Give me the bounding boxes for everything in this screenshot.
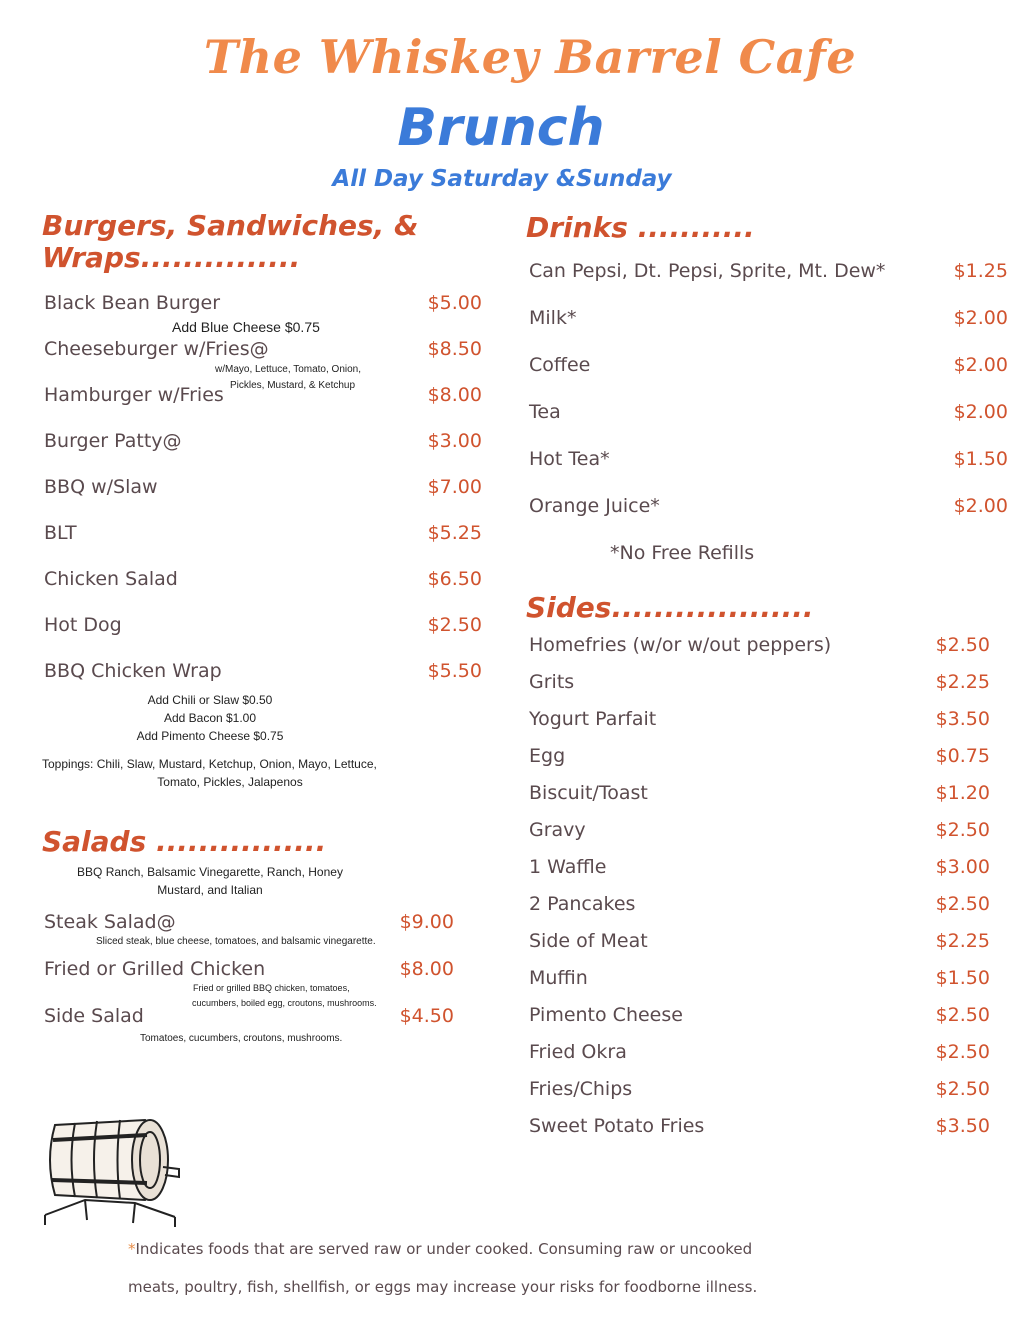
footer-line1-text: Indicates foods that are served raw or under cooked. Consuming raw or uncooked [135,1240,753,1258]
menu-item-name: Orange Juice* [529,495,660,517]
menu-item-name: BLT [44,522,77,544]
menu-item-price: $8.00 [399,958,454,980]
menu-item-name: Gravy [529,819,586,841]
menu-item-name: Sweet Potato Fries [529,1115,705,1137]
sides-heading [526,592,814,624]
menu-item-name: 2 Pancakes [529,893,636,915]
menu-item-price: $2.00 [953,495,1008,517]
menu-item-name: BBQ Chicken Wrap [44,660,222,682]
menu-subtitle: All Day Saturday &Sunday [332,166,672,192]
dressings-line2: Mustard, and Italian [157,883,263,897]
salads-heading-dots: ................ [156,825,327,858]
menu-item-price: $2.50 [935,819,990,841]
addon-chili-slaw: Add Chili or Slaw $0.50 [147,693,273,707]
menu-item-price: $2.50 [935,634,990,656]
menu-item-price: $1.50 [953,448,1008,470]
salad-note: Sliced steak, blue cheese, tomatoes, and balsamic vinegarette. [96,936,376,947]
drinks-heading [526,212,755,244]
menu-item-name: BBQ w/Slaw [44,476,158,498]
salad-note: cucumbers, boiled egg, croutons, mushrooms. [192,998,377,1008]
menu-item-name: Side Salad [44,1005,144,1027]
footer-star: * [128,1240,136,1258]
menu-item-name: Can Pepsi, Dt. Pepsi, Sprite, Mt. Dew* [529,260,886,282]
menu-item-price: $5.50 [427,660,482,682]
addon-pimento-cheese: Add Pimento Cheese $0.75 [136,729,284,743]
menu-item-name: Burger Patty@ [44,430,182,452]
menu-item-price: $8.00 [427,384,482,406]
menu-item-price: $3.50 [935,708,990,730]
toppings-line2: Tomato, Pickles, Jalapenos [157,775,303,789]
menu-item-price: $2.00 [953,401,1008,423]
menu-item-price: $2.25 [935,671,990,693]
menu-item-price: $1.50 [935,967,990,989]
drinks-heading-dots: ........... [637,211,755,244]
cafe-title: The Whiskey Barrel Cafe [203,30,857,84]
menu-item-price: $1.25 [953,260,1008,282]
menu-item-price: $7.00 [427,476,482,498]
menu-item-name: Egg [529,745,566,767]
menu-item-name: Chicken Salad [44,568,178,590]
salads-heading [42,826,326,858]
menu-item-name: Fried or Grilled Chicken [44,958,266,980]
menu-item-price: $4.50 [399,1005,454,1027]
addon-bacon: Add Bacon $1.00 [163,711,257,725]
footer-disclaimer-line1 [128,1240,752,1258]
menu-item-price: $3.00 [935,856,990,878]
menu-item-name: Muffin [529,967,588,989]
menu-item-price: $6.50 [427,568,482,590]
menu-item-name: Fries/Chips [529,1078,633,1100]
menu-item-price: $9.00 [399,911,454,933]
menu-item-name: Pimento Cheese [529,1004,683,1026]
menu-item-name: Cheeseburger w/Fries@ [44,338,269,360]
hamburger-note-line1: w/Mayo, Lettuce, Tomato, Onion, [215,364,362,375]
menu-item-price: $8.50 [427,338,482,360]
footer-disclaimer-line2: meats, poultry, fish, shellfish, or eggs may increase your risks for foodborne illness. [128,1278,758,1296]
dressings-line1: BBQ Ranch, Balsamic Vinegarette, Ranch, Honey [77,865,343,879]
menu-item-price: $2.50 [935,1041,990,1063]
menu-item-price: $2.00 [953,354,1008,376]
menu-item-name: Black Bean Burger [44,292,221,314]
hamburger-note-line2: Pickles, Mustard, & Ketchup [230,380,356,391]
burgers-heading [42,210,418,274]
salad-note: Tomatoes, cucumbers, croutons, mushrooms. [140,1033,343,1044]
menu-item-name: 1 Waffle [529,856,607,878]
menu-item-name: Fried Okra [529,1041,627,1063]
sides-heading-dots: ................... [611,591,814,624]
menu-item-price: $1.20 [935,782,990,804]
menu-item-price: $2.50 [935,893,990,915]
menu-item-price: $2.00 [953,307,1008,329]
menu-item-name: Side of Meat [529,930,648,952]
menu-item-name: Hamburger w/Fries [44,384,224,406]
barrel-icon [25,1095,195,1235]
menu-item-name: Yogurt Parfait [529,708,657,730]
menu-item-name: Hot Dog [44,614,122,636]
menu-item-price: $2.25 [935,930,990,952]
menu-item-price: $5.00 [427,292,482,314]
menu-name: Brunch [397,98,605,158]
menu-item-name: Tea [529,401,561,423]
menu-item-price: $2.50 [935,1004,990,1026]
menu-item-name: Steak Salad@ [44,911,176,933]
menu-item-price: $3.00 [427,430,482,452]
salad-note: Fried or grilled BBQ chicken, tomatoes, [193,983,350,993]
blue-cheese-note: Add Blue Cheese $0.75 [172,319,320,335]
burgers-heading-line1: Burgers, Sandwiches, & [42,209,419,242]
menu-item-name: Biscuit/Toast [529,782,648,804]
drinks-heading-text: Drinks [526,211,628,244]
refill-note: *No Free Refills [610,542,755,564]
sides-heading-text: Sides [526,591,612,624]
burgers-heading-dots: ............... [140,241,301,274]
menu-item-price: $2.50 [935,1078,990,1100]
menu-item-name: Homefries (w/or w/out peppers) [529,634,832,656]
menu-item-price: $2.50 [427,614,482,636]
menu-item-name: Hot Tea* [529,448,610,470]
burgers-heading-line2: Wraps [42,241,141,274]
menu-item-name: Coffee [529,354,591,376]
menu-item-name: Grits [529,671,575,693]
menu-item-price: $0.75 [935,745,990,767]
menu-item-name: Milk* [529,307,577,329]
menu-item-price: $3.50 [935,1115,990,1137]
toppings-line1: Toppings: Chili, Slaw, Mustard, Ketchup, Onion, Mayo, Lettuce, [42,757,377,771]
menu-item-price: $5.25 [427,522,482,544]
salads-heading-text: Salads [42,825,147,858]
